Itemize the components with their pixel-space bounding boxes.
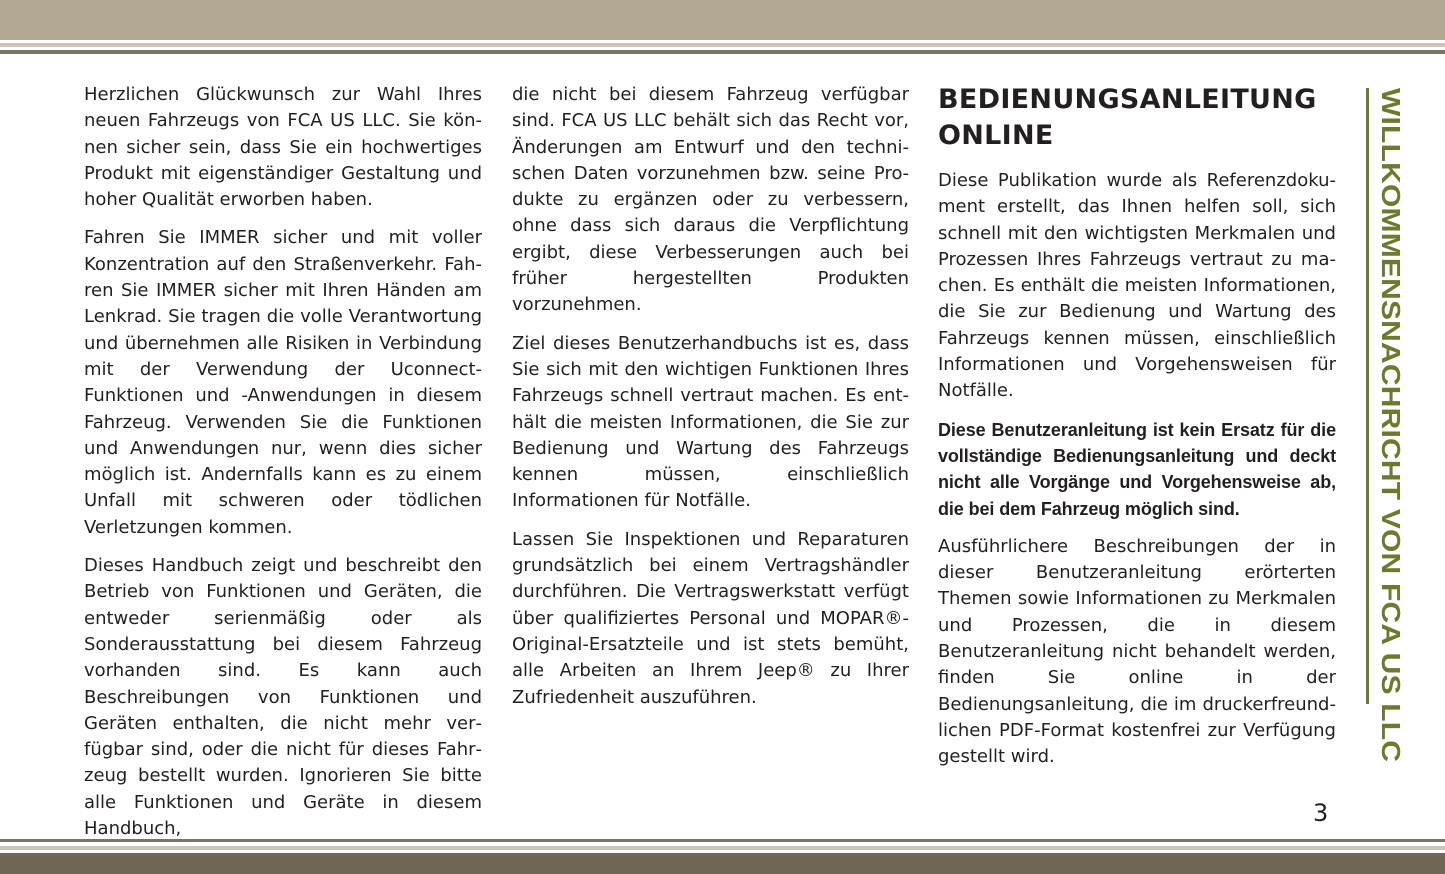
paragraph-rights-reserved: die nicht bei diesem Fahrzeug verfügbar sind. FCA US LLC behält sich das Recht vor, Änderungen am Entwurf und den technischen Daten vorzunehmen bzw. seine Produkte zu ergänzen oder zu verbessern, ohne dass sich daraus die Verpflichtung ergibt, diese Verbesserungen auch bei früher hergestellten Produkten vorzunehmen. bbox=[512, 84, 909, 316]
header-rule-light bbox=[0, 43, 1445, 47]
paragraph-manual-description: Dieses Handbuch zeigt und beschreibt den Betrieb von Funktionen und Geräten, die entweder serienmäßig oder als Sonderausstattung bei diesem Fahrzeug vorhanden sind. Es kann auch Beschreibungen von Funktionen und Geräten enthalten, die nicht mehr verfügbar sind, oder die nicht für dieses Fahrzeug bestellt wurden. Ignorieren Sie bitte alle Funktionen und Geräte in diesem Handbuch, bbox=[84, 555, 482, 840]
paragraph-inspections: Lassen Sie Inspektionen und Reparaturen grundsätzlich bei einem Vertragshändler durchführen. Die Vertragswerkstatt verfügt über qualifiziertes Personal und MOPAR®-Original-Ersatzteile und ist stets bemüht, alle Arbeiten an Ihrem Jeep® zu Ihrer Zufriedenheit auszuführen. bbox=[512, 528, 909, 708]
paragraph-manual-goal: Ziel dieses Benutzerhandbuchs ist es, dass Sie sich mit den wichtigen Funktionen Ihres Fahrzeugs schnell vertraut machen. Es enthält die meisten Informationen, die Sie zur Bedienung und Wartung des Fahrzeugs kennen müssen, einschließlich Informationen für Notfälle. bbox=[512, 332, 909, 512]
side-chapter-title-text: WILLKOMMENSNACHRICHT VON FCA US LLC bbox=[1375, 88, 1404, 763]
paragraph-drive-safely: Fahren Sie IMMER sicher und mit voller Konzentration auf den Straßenverkehr. Fahren Sie IMMER sicher mit Ihren Händen am Lenkrad. Sie tragen die volle Verantwortung und übernehmen alle Risiken in Verbindung mit der Verwendung der Uconnect-Funktionen und -Anwendungen in diesem Fahrzeug. Verwenden Sie die Funktionen und Anwendungen nur, wenn dies sicher möglich ist. Andernfalls kann es zu einem Unfall mit schweren oder tödlichen Verletzungen kommen. bbox=[84, 227, 482, 538]
side-chapter-title bbox=[1366, 88, 1409, 763]
paragraph-congratulations: Herzlichen Glückwunsch zur Wahl Ihres neuen Fahrzeugs von FCA US LLC. Sie können sicher sein, dass Sie ein hochwertiges Produkt mit eigenständiger Gestaltung und hoher Qualität erworben haben. bbox=[84, 84, 482, 211]
footer-rule-light bbox=[0, 846, 1445, 850]
paragraph-online-manual: Ausführlichere Beschreibungen der in dieser Benutzeranleitung erörterten Themen sowie Informationen zu Merkmalen und Prozessen, die in diesem Benutzeranleitung nicht behandelt werden, finden Sie online in der Bedienungsanleitung, die im druckerfreundlichen PDF-Format kostenfrei zur Verfügung gestellt wird. bbox=[938, 535, 1336, 768]
header-rule-dark bbox=[0, 50, 1445, 54]
header-band bbox=[0, 0, 1445, 40]
text-column-3 bbox=[938, 82, 1336, 783]
paragraph-not-replacement: Diese Benutzeranleitung ist kein Ersatz für die vollständige Bedienungsanleitung und deckt nicht alle Vorgänge und Vorgehensweise ab, die bei dem Fahrzeug möglich sind. bbox=[938, 419, 1336, 519]
page-number: 3 bbox=[1313, 799, 1329, 827]
text-column-2 bbox=[512, 82, 909, 723]
paragraph-reference-document: Diese Publikation wurde als Referenzdokument erstellt, das Ihnen helfen soll, sich schnell mit den wichtigsten Merkmalen und Prozessen Ihres Fahrzeugs vertraut zu machen. Es enthält die meisten Informationen, die Sie zur Bedienung und Wartung des Fahrzeugs kennen müssen, einschließlich Informationen und Vorgehensweisen für Notfälle. bbox=[938, 170, 1336, 402]
text-column-1 bbox=[84, 82, 482, 854]
section-heading: BEDIENUNGSANLEITUNG ONLINE bbox=[938, 84, 1317, 151]
footer-band bbox=[0, 853, 1445, 874]
footer-rule-dark bbox=[0, 839, 1445, 842]
